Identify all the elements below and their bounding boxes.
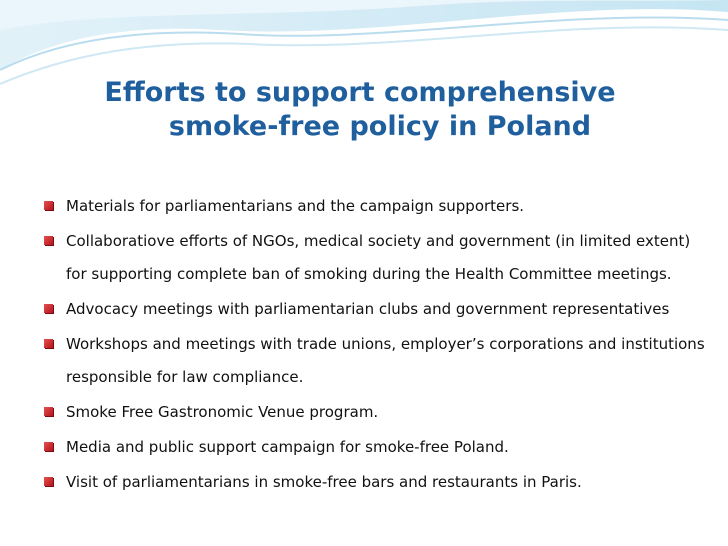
list-item — [0, 190, 712, 223]
bullet-text: Media and public support campaign for smoke-free Poland. — [66, 438, 509, 456]
bullet-text: Materials for parliamentarians and the campaign supporters. — [66, 197, 525, 215]
bullet-text: Collaboratiove efforts of NGOs, medical society and government (in limited extent) for supporting complete ban of smoking during the Health Committee meetings. — [66, 232, 691, 283]
list-item — [0, 466, 712, 499]
square-bullet-icon — [44, 201, 53, 210]
title-line-2: smoke-free policy in Poland — [168, 111, 592, 142]
list-item — [0, 225, 712, 291]
list-item — [0, 396, 712, 429]
square-bullet-icon — [44, 442, 53, 451]
square-bullet-icon — [44, 304, 53, 313]
square-bullet-icon — [44, 477, 53, 486]
bullet-text: Workshops and meetings with trade unions, employer’s corporations and institutions responsible for law compliance. — [66, 335, 705, 386]
bullet-text: Advocacy meetings with parliamentarian clubs and government representatives — [66, 300, 670, 318]
square-bullet-icon — [44, 407, 53, 416]
square-bullet-icon — [44, 236, 53, 245]
bullet-list — [0, 190, 712, 501]
square-bullet-icon — [44, 339, 53, 348]
bullet-text: Smoke Free Gastronomic Venue program. — [66, 403, 379, 421]
title-line-1: Efforts to support comprehensive — [104, 77, 616, 108]
bullet-text: Visit of parliamentarians in smoke-free bars and restaurants in Paris. — [66, 473, 582, 491]
slide-title — [60, 76, 700, 144]
list-item — [0, 293, 712, 326]
list-item — [0, 328, 712, 394]
list-item — [0, 431, 712, 464]
